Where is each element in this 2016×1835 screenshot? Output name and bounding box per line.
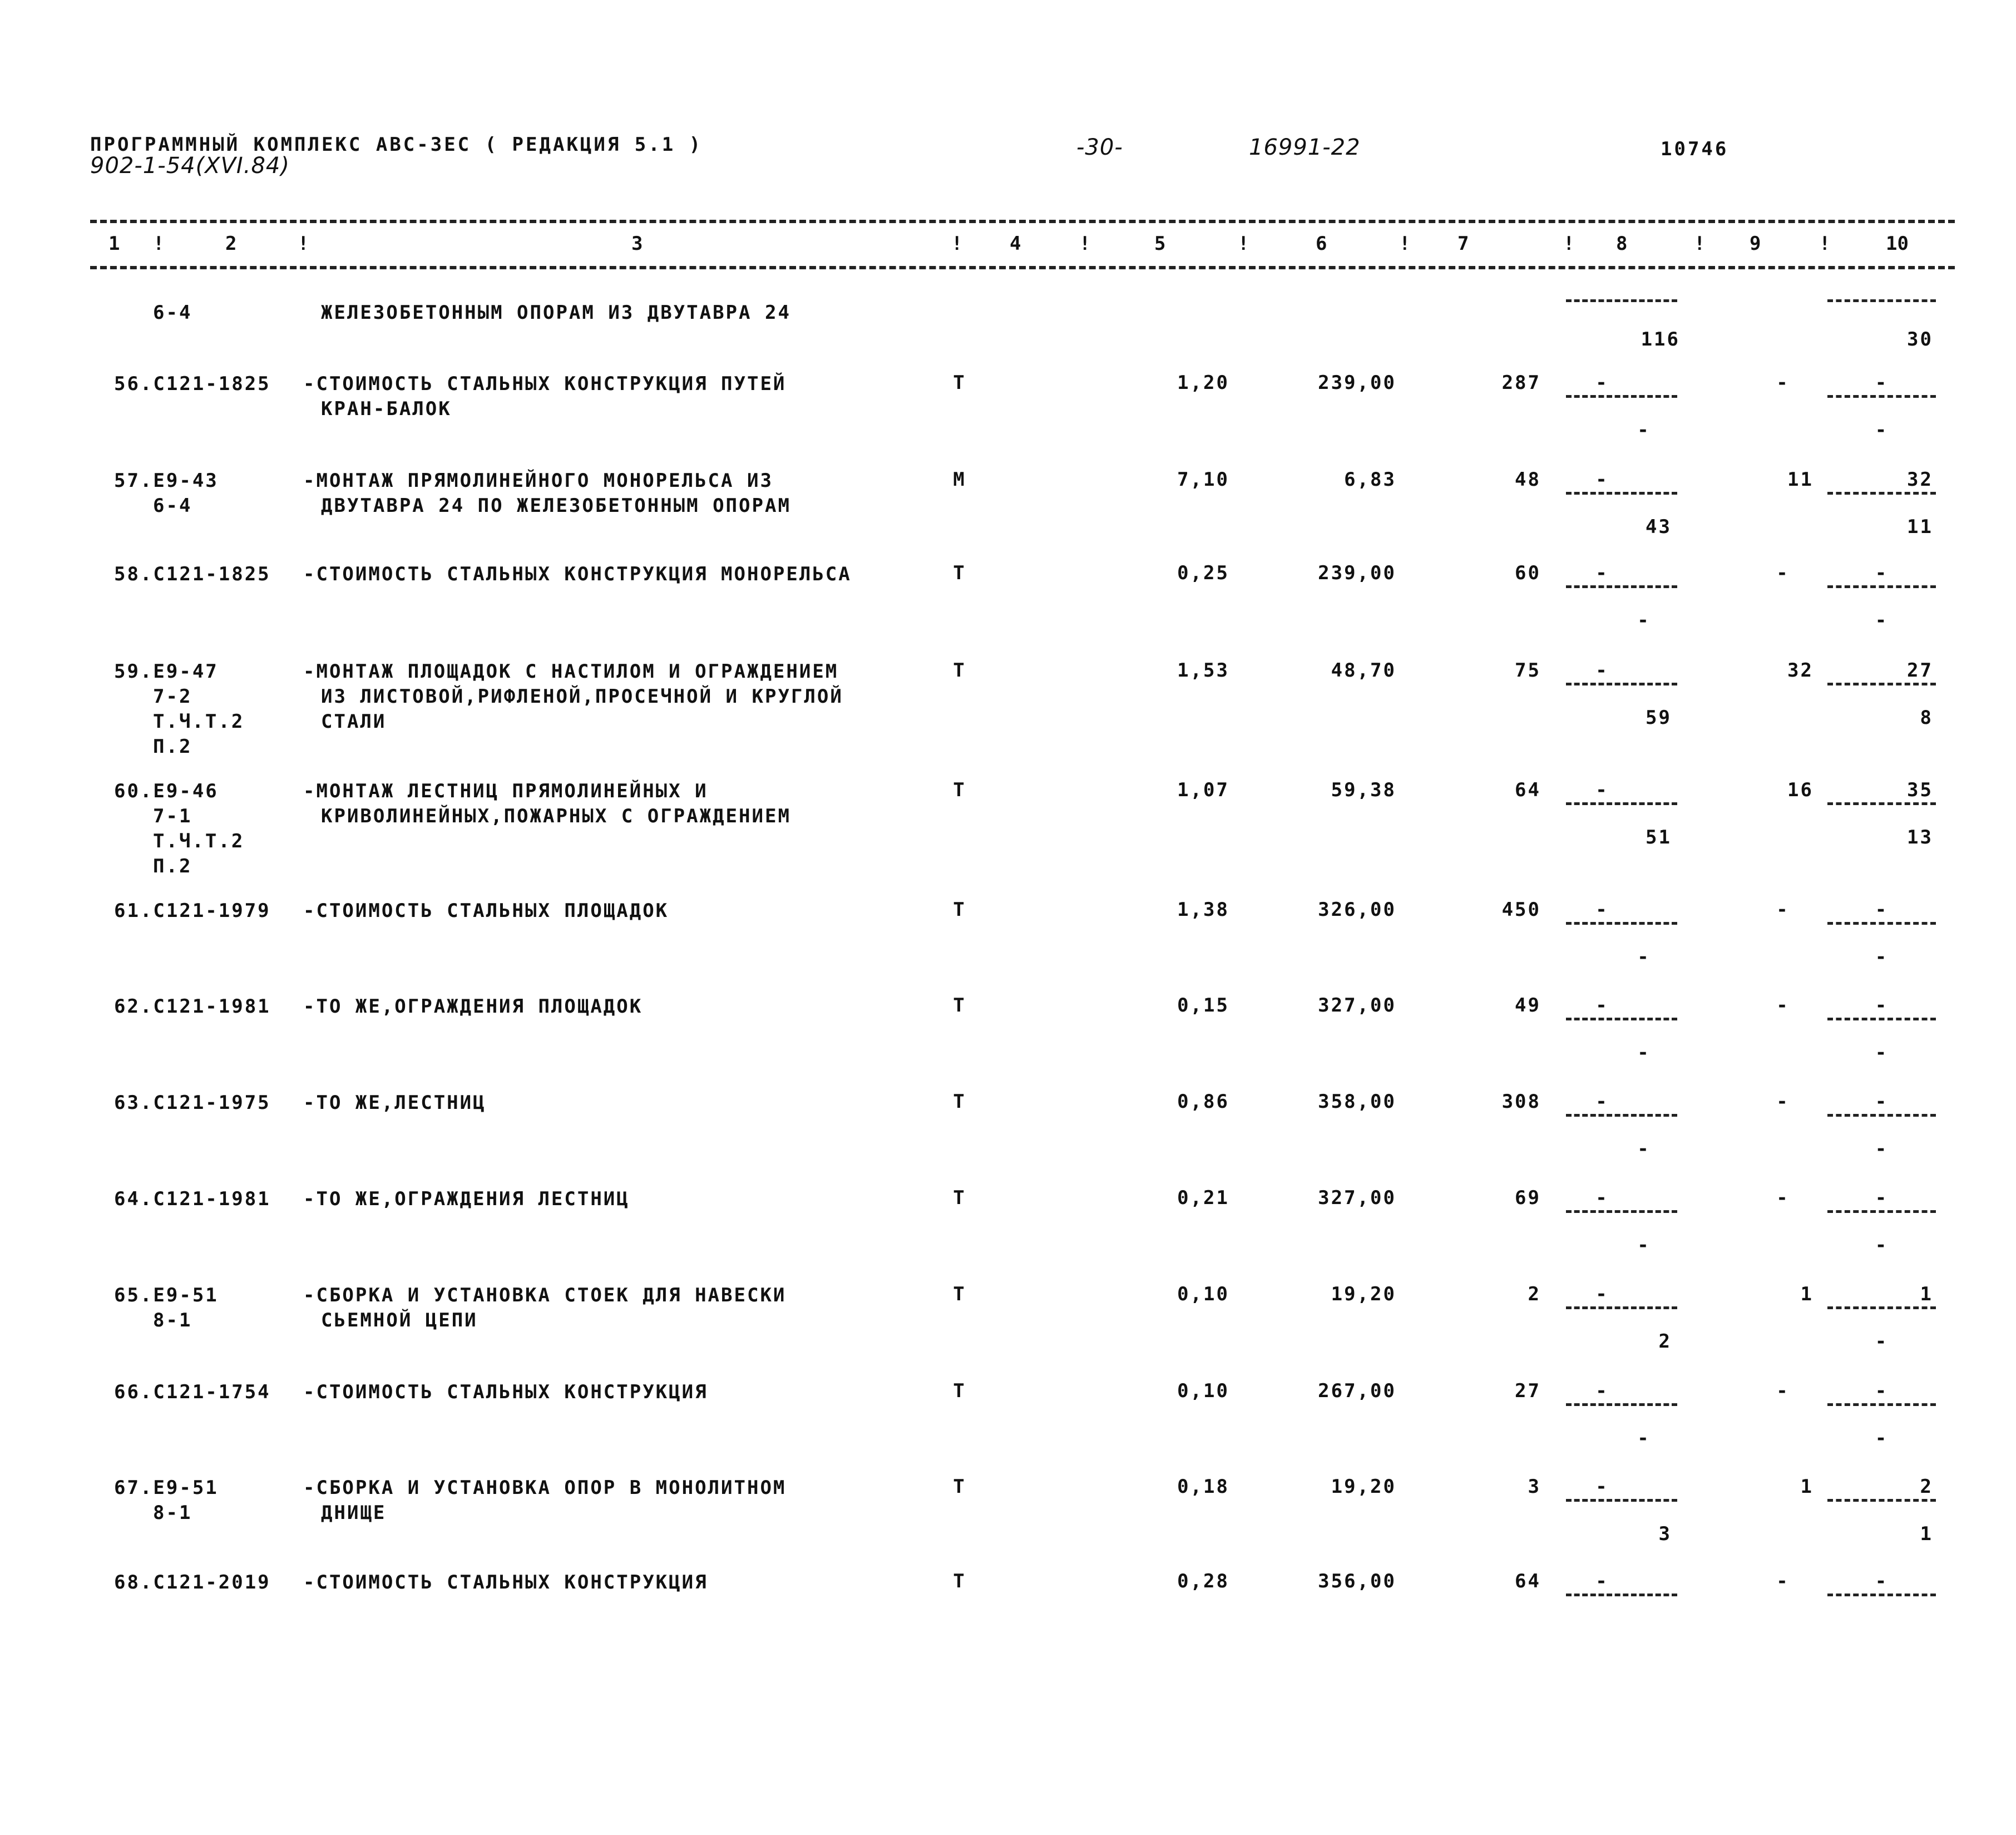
unit: Т: [953, 1476, 966, 1498]
project-code: 902-1-54(XVI.84): [90, 153, 290, 179]
col8-bottom: 116: [1641, 328, 1680, 351]
item-code: 6-4: [153, 302, 192, 324]
total-cost: 75: [1515, 659, 1541, 682]
col8-top: -: [1595, 1570, 1609, 1592]
col9-value: -: [1776, 562, 1790, 584]
col8-bottom: 59: [1646, 707, 1672, 729]
column-number-7: 7: [1457, 233, 1469, 255]
col8-rule: [1566, 1499, 1677, 1502]
col10-top: -: [1875, 1570, 1889, 1592]
unit: Т: [953, 1380, 966, 1402]
quantity: 0,21: [1177, 1187, 1229, 1209]
item-description: -СТОИМОСТЬ СТАЛЬНЫХ КОНСТРУКЦИЯ: [303, 1571, 708, 1594]
col8-bottom: -: [1637, 946, 1651, 968]
col9-value: -: [1776, 372, 1790, 394]
col8-rule: [1566, 395, 1677, 398]
col10-top: 35: [1907, 779, 1933, 801]
col9-value: -: [1776, 1380, 1790, 1402]
col8-bottom: -: [1637, 1234, 1651, 1256]
col8-rule: [1566, 1210, 1677, 1213]
col10-bottom: -: [1875, 419, 1889, 441]
item-code: 68.С121-2019: [114, 1571, 271, 1594]
unit: Т: [953, 1091, 966, 1113]
item-code: 64.С121-1981: [114, 1188, 271, 1210]
col9-value: -: [1776, 1570, 1790, 1592]
col10-rule: [1827, 802, 1936, 805]
col10-rule: [1827, 1306, 1936, 1309]
quantity: 0,10: [1177, 1283, 1229, 1305]
quantity: 1,53: [1177, 659, 1229, 682]
header-rule-top: [90, 220, 1955, 223]
col10-top: -: [1875, 994, 1889, 1017]
unit: Т: [953, 779, 966, 801]
unit-price: 19,20: [1331, 1476, 1396, 1498]
column-number-8: 8: [1616, 233, 1628, 255]
col10-rule: [1827, 395, 1936, 398]
quantity: 0,25: [1177, 562, 1229, 584]
col10-bottom: -: [1875, 1234, 1889, 1256]
item-description: -ТО ЖЕ,ОГРАЖДЕНИЯ ЛЕСТНИЦ: [303, 1188, 630, 1210]
col8-top: -: [1595, 1091, 1609, 1113]
col8-rule: [1566, 683, 1677, 685]
col10-bottom: 30: [1907, 328, 1933, 351]
item-code: 59.Е9-47 7-2 Т.Ч.Т.2 П.2: [114, 660, 245, 758]
col10-rule: [1827, 492, 1936, 495]
item-code: 61.С121-1979: [114, 900, 271, 922]
col10-rule: [1827, 299, 1936, 302]
col9-value: -: [1776, 1187, 1790, 1209]
col10-rule: [1827, 1114, 1936, 1117]
col8-bottom: -: [1637, 1427, 1651, 1449]
col8-bottom: -: [1637, 1138, 1651, 1160]
unit: Т: [953, 994, 966, 1017]
col10-top: -: [1875, 1187, 1889, 1209]
column-separator: !: [1399, 233, 1411, 255]
col10-top: -: [1875, 562, 1889, 584]
col10-bottom: -: [1875, 1138, 1889, 1160]
column-number-2: 2: [225, 233, 237, 255]
col8-rule: [1566, 1114, 1677, 1117]
col8-top: -: [1595, 468, 1609, 491]
item-description: -ТО ЖЕ,ЛЕСТНИЦ: [303, 1092, 486, 1114]
col10-rule: [1827, 1594, 1936, 1596]
col8-top: -: [1595, 372, 1609, 394]
col10-top: -: [1875, 372, 1889, 394]
col8-bottom: 43: [1646, 516, 1672, 538]
column-number-1: 1: [108, 233, 120, 255]
col10-rule: [1827, 585, 1936, 588]
col10-bottom: -: [1875, 1042, 1889, 1064]
total-cost: 287: [1501, 372, 1541, 394]
header-rule-bottom: [90, 266, 1955, 269]
column-separator: !: [1694, 233, 1706, 255]
col9-value: -: [1776, 899, 1790, 921]
col10-rule: [1827, 1403, 1936, 1406]
col10-bottom: 8: [1920, 707, 1933, 729]
item-code: 67.Е9-51 8-1: [114, 1477, 219, 1524]
col9-value: 1: [1800, 1283, 1814, 1305]
total-cost: 308: [1501, 1091, 1541, 1113]
col8-rule: [1566, 585, 1677, 588]
item-description: -МОНТАЖ ЛЕСТНИЦ ПРЯМОЛИНЕЙНЫХ И КРИВОЛИНЕЙНЫХ,ПОЖАРНЫХ С ОГРАЖДЕНИЕМ: [303, 780, 791, 827]
quantity: 0,15: [1177, 994, 1229, 1017]
col8-top: -: [1595, 1476, 1609, 1498]
unit: Т: [953, 562, 966, 584]
total-cost: 27: [1515, 1380, 1541, 1402]
col9-value: 16: [1787, 779, 1814, 801]
col10-top: 32: [1907, 468, 1933, 491]
total-cost: 60: [1515, 562, 1541, 584]
col8-top: -: [1595, 779, 1609, 801]
page-number: -30-: [1076, 135, 1123, 160]
item-code: 57.Е9-43 6-4: [114, 470, 219, 517]
col9-value: 32: [1787, 659, 1814, 682]
column-separator: !: [298, 233, 309, 255]
col10-top: -: [1875, 1380, 1889, 1402]
col10-rule: [1827, 683, 1936, 685]
item-description: -СТОИМОСТЬ СТАЛЬНЫХ КОНСТРУКЦИЯ ПУТЕЙ КРАН-БАЛОК: [303, 373, 787, 420]
unit-price: 356,00: [1318, 1570, 1396, 1592]
col8-bottom: -: [1637, 419, 1651, 441]
item-code: 63.С121-1975: [114, 1092, 271, 1114]
unit: Т: [953, 659, 966, 682]
col8-bottom: -: [1637, 609, 1651, 632]
unit: Т: [953, 1570, 966, 1592]
unit-price: 358,00: [1318, 1091, 1396, 1113]
col8-rule: [1566, 922, 1677, 925]
total-cost: 64: [1515, 1570, 1541, 1592]
column-number-3: 3: [631, 233, 643, 255]
column-separator: !: [153, 233, 165, 255]
unit-price: 267,00: [1318, 1380, 1396, 1402]
col10-bottom: -: [1875, 609, 1889, 632]
item-code: 60.Е9-46 7-1 Т.Ч.Т.2 П.2: [114, 780, 245, 877]
quantity: 1,20: [1177, 372, 1229, 394]
col8-bottom: 2: [1658, 1330, 1672, 1353]
col10-bottom: 11: [1907, 516, 1933, 538]
unit: Т: [953, 899, 966, 921]
column-separator: !: [951, 233, 963, 255]
document-number: 16991-22: [1249, 135, 1361, 160]
col8-rule: [1566, 1018, 1677, 1020]
col8-rule: [1566, 299, 1677, 302]
total-cost: 69: [1515, 1187, 1541, 1209]
quantity: 7,10: [1177, 468, 1229, 491]
unit-price: 19,20: [1331, 1283, 1396, 1305]
col10-top: -: [1875, 1091, 1889, 1113]
col10-bottom: -: [1875, 1427, 1889, 1449]
col8-top: -: [1595, 1380, 1609, 1402]
quantity: 0,86: [1177, 1091, 1229, 1113]
quantity: 0,28: [1177, 1570, 1229, 1592]
col8-rule: [1566, 1594, 1677, 1596]
column-number-6: 6: [1316, 233, 1327, 255]
item-description: -МОНТАЖ ПРЯМОЛИНЕЙНОГО МОНОРЕЛЬСА ИЗ ДВУТАВРА 24 ПО ЖЕЛЕЗОБЕТОННЫМ ОПОРАМ: [303, 470, 791, 517]
unit-price: 327,00: [1318, 994, 1396, 1017]
unit-price: 327,00: [1318, 1187, 1396, 1209]
col8-top: -: [1595, 659, 1609, 682]
item-description: -СТОИМОСТЬ СТАЛЬНЫХ ПЛОЩАДОК: [303, 900, 669, 922]
col8-top: -: [1595, 1283, 1609, 1305]
unit: Т: [953, 1283, 966, 1305]
item-code: 58.С121-1825: [114, 563, 271, 585]
col10-top: 2: [1920, 1476, 1933, 1498]
quantity: 0,18: [1177, 1476, 1229, 1498]
column-separator: !: [1238, 233, 1249, 255]
col10-top: 1: [1920, 1283, 1933, 1305]
item-description: -ТО ЖЕ,ОГРАЖДЕНИЯ ПЛОЩАДОК: [303, 995, 643, 1018]
unit-price: 48,70: [1331, 659, 1396, 682]
col10-bottom: 13: [1907, 826, 1933, 849]
col8-rule: [1566, 492, 1677, 495]
unit-price: 6,83: [1344, 468, 1396, 491]
unit-price: 59,38: [1331, 779, 1396, 801]
col10-bottom: -: [1875, 946, 1889, 968]
column-number-10: 10: [1886, 233, 1909, 255]
item-description: ЖЕЛЕЗОБЕТОННЫМ ОПОРАМ ИЗ ДВУТАВРА 24: [321, 302, 791, 324]
item-description: -СТОИМОСТЬ СТАЛЬНЫХ КОНСТРУКЦИЯ МОНОРЕЛЬСА: [303, 563, 852, 585]
unit: Т: [953, 372, 966, 394]
col10-rule: [1827, 1499, 1936, 1502]
item-description: -СБОРКА И УСТАНОВКА ОПОР В МОНОЛИТНОМ ДНИЩЕ: [303, 1477, 787, 1524]
col10-top: 27: [1907, 659, 1933, 682]
col8-rule: [1566, 1403, 1677, 1406]
column-number-9: 9: [1750, 233, 1761, 255]
col8-top: -: [1595, 994, 1609, 1017]
unit-price: 239,00: [1318, 562, 1396, 584]
col9-value: 11: [1787, 468, 1814, 491]
total-cost: 48: [1515, 468, 1541, 491]
col8-top: -: [1595, 899, 1609, 921]
sheet-number: 10746: [1661, 138, 1729, 160]
col10-top: -: [1875, 899, 1889, 921]
col8-rule: [1566, 802, 1677, 805]
col10-bottom: -: [1875, 1330, 1889, 1353]
column-separator: !: [1079, 233, 1091, 255]
item-code: 62.С121-1981: [114, 995, 271, 1018]
total-cost: 450: [1501, 899, 1541, 921]
column-number-4: 4: [1010, 233, 1021, 255]
column-separator: !: [1563, 233, 1575, 255]
item-description: -МОНТАЖ ПЛОЩАДОК С НАСТИЛОМ И ОГРАЖДЕНИЕМ ИЗ ЛИСТОВОЙ,РИФЛЕНОЙ,ПРОСЕЧНОЙ И КРУГЛОЙ СТАЛИ: [303, 660, 843, 733]
col10-rule: [1827, 1018, 1936, 1020]
item-code: 66.С121-1754: [114, 1381, 271, 1403]
unit: М: [953, 468, 966, 491]
quantity: 0,10: [1177, 1380, 1229, 1402]
col8-rule: [1566, 1306, 1677, 1309]
col9-value: 1: [1800, 1476, 1814, 1498]
program-title: ПРОГРАММНЫЙ КОМПЛЕКС АВС-ЗЕС ( РЕДАКЦИЯ 5.1 ): [90, 134, 703, 156]
total-cost: 3: [1528, 1476, 1541, 1498]
total-cost: 64: [1515, 779, 1541, 801]
col9-value: -: [1776, 1091, 1790, 1113]
col10-rule: [1827, 922, 1936, 925]
col8-bottom: 3: [1658, 1523, 1672, 1545]
col9-value: -: [1776, 994, 1790, 1017]
col8-bottom: -: [1637, 1042, 1651, 1064]
unit-price: 326,00: [1318, 899, 1396, 921]
col8-bottom: 51: [1646, 826, 1672, 849]
unit: Т: [953, 1187, 966, 1209]
quantity: 1,07: [1177, 779, 1229, 801]
col10-bottom: 1: [1920, 1523, 1933, 1545]
col8-top: -: [1595, 562, 1609, 584]
unit-price: 239,00: [1318, 372, 1396, 394]
total-cost: 49: [1515, 994, 1541, 1017]
item-description: -СБОРКА И УСТАНОВКА СТОЕК ДЛЯ НАВЕСКИ СЬЕМНОЙ ЦЕПИ: [303, 1284, 787, 1331]
quantity: 1,38: [1177, 899, 1229, 921]
item-code: 56.С121-1825: [114, 373, 271, 395]
column-separator: !: [1819, 233, 1831, 255]
item-description: -СТОИМОСТЬ СТАЛЬНЫХ КОНСТРУКЦИЯ: [303, 1381, 708, 1403]
col10-rule: [1827, 1210, 1936, 1213]
column-number-5: 5: [1154, 233, 1166, 255]
col8-top: -: [1595, 1187, 1609, 1209]
total-cost: 2: [1528, 1283, 1541, 1305]
item-code: 65.Е9-51 8-1: [114, 1284, 219, 1331]
